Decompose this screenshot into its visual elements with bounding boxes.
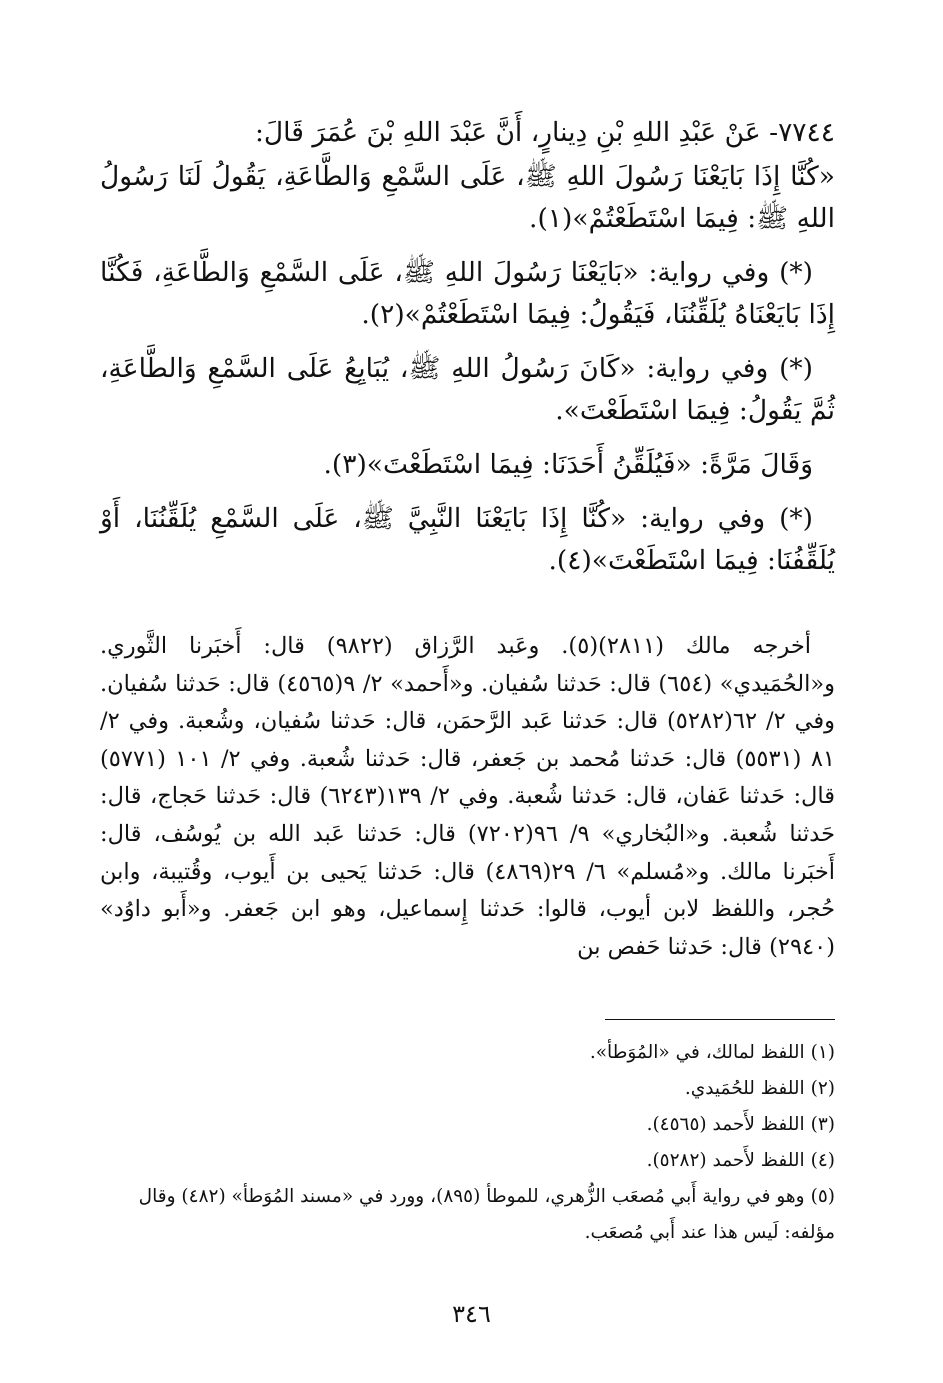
footnote-5: [100, 1179, 835, 1251]
hadith-riwaya-3: (*) وفي رواية: «كُنَّا إِذَا بَايَعْنَا النَّبِيَّ ﷺ، عَلَى السَّمْعِ يُلَقِّنُنَا، أَوْ يُلَقِّفُنَا: فِيمَا اسْتَطَعْتَ»(٤).: [100, 503, 835, 576]
footnote-number: (٣): [810, 1114, 835, 1135]
takhrij-block: [100, 628, 835, 966]
hadith-number: ٧٧٤٤-: [769, 117, 835, 148]
hadith-riwaya-2: (*) وفي رواية: «كَانَ رَسُولُ اللهِ ﷺ، يُبَايِعُ عَلَى السَّمْعِ وَالطَّاعَةِ، ثُمَّ يَقُولُ: فِيمَا اسْتَطَعْتَ».: [100, 353, 835, 426]
takhrij-text: أخرجه مالك (٢٨١١)(٥). وعَبد الرَّزاق (٩٨٢٢) قال: أَخبَرنا الثَّوري. و«الحُمَيدي» (٦٥٤) قال: حَدثنا سُفيان. و«أَحمد» ٢/ ٩(٤٥٦٥) قال: حَدثنا سُفيان. وفي ٢/ ٦٢(٥٢٨٢) قال: حَدثنا عَبد الرَّحمَن، قال: حَدثنا سُفيان، وشُعبة. وفي ٢/ ٨١ (٥٥٣١) قال: حَدثنا مُحمد بن جَعفر، قال: حَدثنا شُعبة. وفي ٢/ ١٠١ (٥٧٧١) قال: حَدثنا عَفان، قال: حَدثنا شُعبة. وفي ٢/ ١٣٩(٦٢٤٣) قال: حَدثنا حَجاج، قال: حَدثنا شُعبة. و«البُخاري» ٩/ ٩٦(٧٢٠٢) قال: حَدثنا عَبد الله بن يُوسُف، قال: أَخبَرنا مالك. و«مُسلم» ٦/ ٢٩(٤٨٦٩) قال: حَدثنا يَحيى بن أَيوب، وقُتيبة، وابن حُجر، واللفظ لابن أيوب، قالوا: حَدثنا إِسماعيل، وهو ابن جَعفر. و«أَبو داوُد» (٢٩٤٠) قال: حَدثنا حَفص بن: [100, 633, 836, 960]
page-number: ٣٤٦: [452, 1300, 491, 1328]
footnote-text: اللفظ لمالك، في «المُوَطأ».: [589, 1042, 805, 1063]
footnote-4: [100, 1143, 835, 1179]
hadith-block: [100, 112, 835, 594]
hadith-riwaya-1: (*) وفي رواية: «بَايَعْنَا رَسُولَ اللهِ ﷺ، عَلَى السَّمْعِ وَالطَّاعَةِ، فَكُنَّا إِذَا بَايَعْنَاهُ يُلَقِّنُنَا، فَيَقُولُ: فِيمَا اسْتَطَعْتُمْ»(٢).: [100, 257, 835, 330]
footnote-2: [100, 1071, 835, 1107]
footnote-3: [100, 1107, 835, 1143]
footnote-number: (٢): [810, 1078, 835, 1099]
footnote-number: (١): [810, 1042, 835, 1063]
footnote-text: اللفظ للحُمَيدي.: [684, 1078, 805, 1099]
footnote-number: (٤): [810, 1150, 835, 1171]
footnote-1: [100, 1035, 835, 1071]
footnote-text: اللفظ لأَحمد (٤٥٦٥).: [646, 1114, 805, 1135]
hadith-marra: وَقَالَ مَرَّةً: «فَيُلَقِّنُ أَحَدَنَا: فِيمَا اسْتَطَعْتَ»(٣).: [323, 449, 813, 480]
footnote-text: اللفظ لأَحمد (٥٢٨٢).: [646, 1150, 805, 1171]
hadith-main-text: «كُنَّا إِذَا بَايَعْنَا رَسُولَ اللهِ ﷺ، عَلَى السَّمْعِ وَالطَّاعَةِ، يَقُولُ لَنَا رَسُولُ اللهِ ﷺ: فِيمَا اسْتَطَعْتُمْ»(١).: [100, 161, 835, 234]
hadith-header: [100, 112, 835, 154]
footnote-text: وهو في رواية أَبي مُصعَب الزُّهري، للموطأ (٨٩٥)، وورد في «مسند المُوَطأ» (٤٨٢) وقال مؤلفه: لَيس هذا عند أَبي مُصعَب.: [138, 1186, 835, 1243]
hadith-intro: عَنْ عَبْدِ اللهِ بْنِ دِينارٍ، أَنَّ عَبْدَ اللهِ بْنَ عُمَرَ قَالَ:: [254, 117, 761, 148]
footnote-divider: [605, 1019, 835, 1020]
footnote-number: (٥): [810, 1186, 835, 1207]
footnotes: [100, 1035, 835, 1251]
